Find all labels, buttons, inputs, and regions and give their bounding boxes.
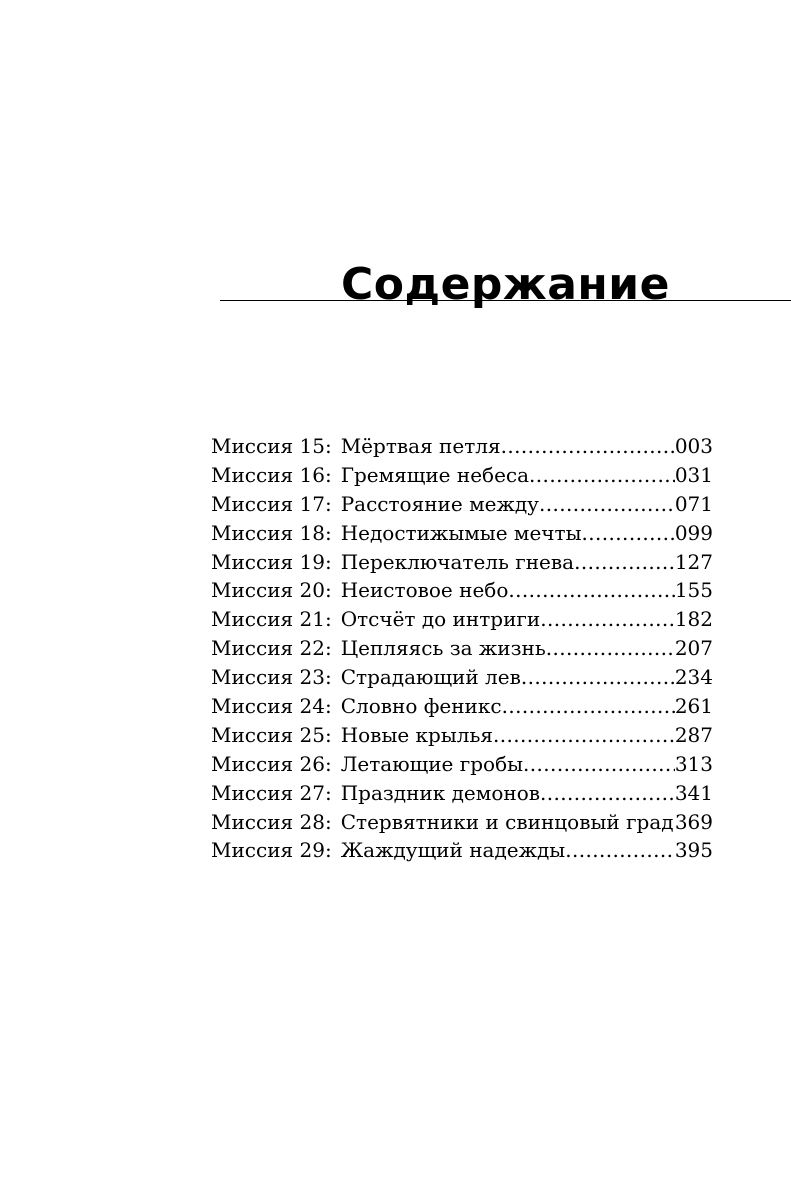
- toc-page-number: 127: [674, 549, 713, 574]
- toc-entry: [211, 750, 713, 779]
- toc-chapter-title: Страдающий лев: [340, 665, 521, 690]
- toc-mission-label: Миссия 26:: [211, 751, 332, 776]
- toc-page-number: 099: [674, 520, 713, 545]
- toc-chapter-title: Отсчёт до интриги: [340, 607, 541, 632]
- toc-dot-leader: [529, 461, 675, 490]
- toc-chapter-title: Недостижымые мечты: [340, 520, 582, 545]
- toc-dot-leader: [540, 779, 675, 808]
- toc-mission-label: Миссия 15:: [211, 434, 332, 458]
- toc-dot-leader: [540, 605, 675, 634]
- toc-entry: [211, 808, 713, 837]
- toc-page-number: 369: [674, 809, 713, 834]
- toc-entry: [211, 576, 713, 605]
- toc-page-number: 234: [674, 665, 713, 690]
- toc-page-number: 182: [674, 607, 713, 632]
- toc-mission-label: Миссия 19:: [211, 549, 332, 574]
- toc-dot-leader: [582, 519, 675, 548]
- toc-page-number: 341: [674, 780, 713, 805]
- toc-chapter-title: Переключатель гнева: [340, 549, 575, 574]
- toc-page-number: 395: [674, 838, 713, 863]
- toc-dot-leader: [493, 721, 675, 750]
- toc-dot-leader: [565, 836, 675, 865]
- title-rule: [220, 300, 791, 301]
- toc-dot-leader: [521, 663, 675, 692]
- toc-entry: [211, 605, 713, 634]
- toc-page-number: 207: [674, 636, 713, 661]
- toc-entry: [211, 548, 713, 577]
- toc-page-number: 313: [674, 751, 713, 776]
- toc-mission-label: Миссия 21:: [211, 607, 332, 632]
- toc-page-number: 031: [674, 462, 713, 487]
- toc-chapter-title: Новые крылья: [340, 722, 493, 747]
- toc-dot-leader: [539, 490, 675, 519]
- toc-page-number: 071: [674, 491, 713, 516]
- toc-page-number: 261: [674, 694, 713, 719]
- page-title: Содержание: [341, 259, 670, 311]
- toc-mission-label: Миссия 20:: [211, 578, 332, 603]
- toc-entry: [211, 836, 713, 865]
- toc-dot-leader: [574, 548, 675, 577]
- toc-chapter-title: Гремящие небеса: [340, 462, 530, 487]
- toc-mission-label: Миссия 17:: [211, 491, 332, 516]
- toc-mission-label: Миссия 29:: [211, 838, 332, 863]
- toc-chapter-title: Мёртвая петля: [340, 434, 501, 458]
- toc-chapter-title: Стервятники и свинцовый град: [340, 809, 674, 834]
- toc-entry: [211, 692, 713, 721]
- toc-dot-leader: [508, 576, 674, 605]
- toc-entry: [211, 663, 713, 692]
- toc-page-number: 003: [674, 434, 713, 458]
- toc-entry: [211, 519, 713, 548]
- toc-chapter-title: Летающие гробы: [340, 751, 524, 776]
- toc-chapter-title: Жаждущий надежды: [340, 838, 566, 863]
- toc-page-number: 155: [674, 578, 713, 603]
- toc-dot-leader: [546, 634, 675, 663]
- toc-entry: [211, 721, 713, 750]
- toc-chapter-title: Праздник демонов: [340, 780, 540, 805]
- toc-entry: [211, 779, 713, 808]
- toc-chapter-title: Цепляясь за жизнь: [340, 636, 546, 661]
- toc-mission-label: Миссия 28:: [211, 809, 332, 834]
- toc-mission-label: Миссия 16:: [211, 462, 332, 487]
- table-of-contents: [211, 432, 713, 865]
- toc-mission-label: Миссия 18:: [211, 520, 332, 545]
- toc-dot-leader: [523, 750, 675, 779]
- toc-chapter-title: Неистовое небо: [340, 578, 509, 603]
- toc-mission-label: Миссия 24:: [211, 694, 332, 719]
- toc-entry: [211, 461, 713, 490]
- toc-mission-label: Миссия 27:: [211, 780, 332, 805]
- toc-mission-label: Миссия 23:: [211, 665, 332, 690]
- toc-entry: [211, 634, 713, 663]
- toc-dot-leader: [502, 692, 675, 721]
- toc-chapter-title: Словно феникс: [340, 694, 502, 719]
- toc-entry: [211, 490, 713, 519]
- toc-entry: [211, 432, 713, 461]
- toc-page-number: 287: [674, 722, 713, 747]
- toc-chapter-title: Расстояние между: [340, 491, 539, 516]
- toc-dot-leader: [501, 432, 675, 461]
- toc-mission-label: Миссия 25:: [211, 722, 332, 747]
- toc-mission-label: Миссия 22:: [211, 636, 332, 661]
